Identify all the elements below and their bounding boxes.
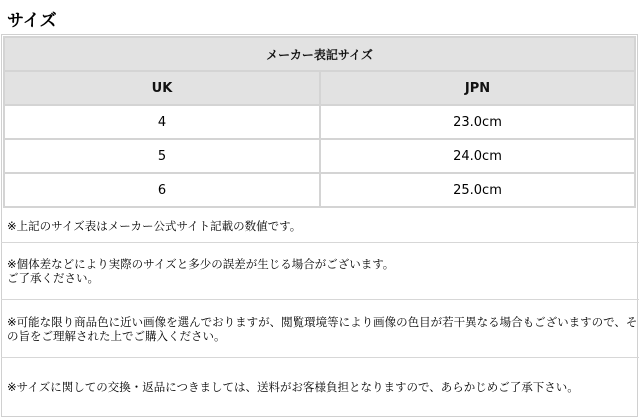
note-individual-difference [1, 243, 639, 300]
table-row [4, 139, 635, 173]
note-official-size [1, 209, 639, 243]
uk-size-cell: 6 [4, 173, 320, 207]
table-row [4, 105, 635, 139]
size-table [3, 36, 636, 208]
jpn-size-cell: 25.0cm [320, 173, 635, 207]
table-row [4, 173, 635, 207]
note-color-difference [1, 300, 639, 358]
uk-size-cell: 4 [4, 105, 320, 139]
note-text: ※個体差などにより実際のサイズと多少の誤差が生じる場合がございます。 ご了承ください。 [7, 257, 395, 285]
note-text: ※可能な限り商品色に近い画像を選んでおりますが、閲覧環境等により画像の色目が若干異なる場合もございますので、その旨をご理解された上でご購入ください。 [7, 314, 638, 343]
column-header-row [4, 71, 635, 105]
maker-size-header: メーカー表記サイズ [4, 37, 635, 71]
uk-size-cell: 5 [4, 139, 320, 173]
jpn-size-cell: 23.0cm [320, 105, 635, 139]
column-header-jpn: JPN [320, 71, 635, 105]
note-exchange-return [1, 358, 639, 416]
notes-section [1, 209, 639, 416]
note-text: ※サイズに関しての交換・返品につきましては、送料がお客様負担となりますので、あらかじめご了承下さい。 [7, 380, 579, 394]
maker-size-header-row [4, 37, 635, 71]
note-text: ※上記のサイズ表はメーカー公式サイト記載の数値です。 [7, 218, 302, 233]
jpn-size-cell: 24.0cm [320, 139, 635, 173]
column-header-uk: UK [4, 71, 320, 105]
page-title: サイズ [7, 11, 57, 31]
